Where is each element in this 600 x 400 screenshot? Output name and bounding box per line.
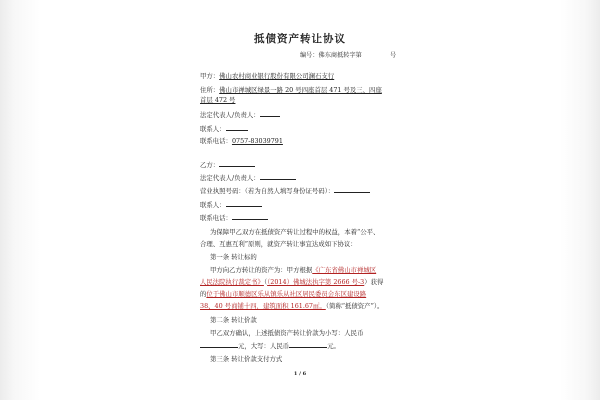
intro-line-2: 合理、互惠互利”原则，就资产转让事宜达成如下协议： xyxy=(200,240,357,248)
party-a-contact-label: 联系人： xyxy=(200,125,226,133)
party-b-contact-label: 联系人： xyxy=(200,201,226,209)
party-a-legal-rep-blank xyxy=(260,110,280,117)
party-a-address-line xyxy=(200,86,430,94)
party-a-phone-label: 联系电话： xyxy=(200,137,232,145)
party-b-license-line xyxy=(200,186,430,195)
article-1-text-c: ）获得 xyxy=(364,278,384,286)
party-a-address-line-2 xyxy=(200,96,430,104)
article-1-text-a: 甲方向乙方转让的资产为：甲方根据 xyxy=(210,266,313,274)
intro-line-1: 为保障甲乙双方在抵债资产转让过程中的权益，本着“公平、 xyxy=(210,228,380,236)
party-b-phone-line xyxy=(200,213,430,222)
party-a-address-1: 佛山市禅城区绿景一路 20 号四座首层 471 号及三、四座 xyxy=(219,86,382,94)
party-b-license-blank xyxy=(334,186,370,193)
party-b-legal-rep-blank xyxy=(260,173,296,180)
article-2-text-b: 元。 xyxy=(327,342,340,350)
article-3-heading: 第三条 转让价款支付方式 xyxy=(210,355,283,363)
article-1-text-de: 的 xyxy=(200,290,207,298)
party-a-legal-rep-line xyxy=(200,110,430,119)
party-a-legal-rep-label: 法定代表人/负责人： xyxy=(200,111,260,119)
party-b-label: 乙方： xyxy=(200,161,220,169)
party-a-name: 佛山农村商业银行股份有限公司澜石支行 xyxy=(219,72,335,80)
party-a-address-2: 首层 472 号 xyxy=(200,96,236,104)
article-1-court-doc-2: 人民法院执行裁定书》 xyxy=(200,278,264,286)
article-1-line-3 xyxy=(200,290,430,298)
party-a-phone: 0757-83039791 xyxy=(231,137,283,145)
party-a-name-line xyxy=(200,72,430,80)
article-2-heading: 第二条 转让价款 xyxy=(210,316,257,324)
price-upper-blank xyxy=(289,341,327,348)
party-b-contact-blank xyxy=(226,200,262,207)
article-1-area: 38、40 号商铺十四，建筑面积 161.67㎡。 xyxy=(200,302,326,310)
party-b-contact-line xyxy=(200,200,430,209)
agreement-number-suffix: 号 xyxy=(390,52,397,59)
party-a-phone-line xyxy=(200,137,430,145)
article-1-line-1 xyxy=(210,266,440,274)
article-1-abbrev: （简称“抵债资产”）。 xyxy=(325,302,384,310)
article-2-text-a: 元，大写：人民币 xyxy=(238,342,290,350)
party-a-contact-blank xyxy=(226,124,248,131)
article-1-line-4 xyxy=(200,302,430,310)
article-2-line-1: 甲乙双方确认，上述抵债资产转让价款为小写：人民币 xyxy=(210,329,364,337)
party-b-license-label: 营业执照号码：（若为自然人填写身份证号码）： xyxy=(200,187,335,195)
party-b-name-line xyxy=(200,160,430,169)
party-a-contact-line xyxy=(200,124,430,133)
article-1-court-doc: 《广东省佛山市禅城区 xyxy=(312,266,377,274)
agreement-number xyxy=(300,52,460,60)
agreement-number-label: 编号：佛东商抵转字第 xyxy=(300,52,362,59)
party-b-legal-rep-label: 法定代表人/负责人： xyxy=(200,174,260,182)
party-a-label: 甲方： xyxy=(200,72,220,80)
party-b-phone-label: 联系电话： xyxy=(200,214,232,222)
party-b-legal-rep-line xyxy=(200,173,430,182)
article-2-line-2 xyxy=(200,341,430,350)
party-a-address-label: 住所： xyxy=(200,86,220,94)
party-b-name-blank xyxy=(219,160,255,167)
article-1-location: 位于佛山市顺德区乐从镇乐从社区居民委员会东区建设路 xyxy=(206,290,367,298)
price-lower-blank xyxy=(200,341,238,348)
document-title: 抵债资产转让协议 xyxy=(254,33,346,45)
article-1-heading: 第一条 转让标的 xyxy=(210,253,257,261)
article-1-case-number: （2014）佛城法执字第 2666 号-3 xyxy=(267,278,365,286)
article-1-line-2 xyxy=(200,278,430,286)
page-number: 1 / 6 xyxy=(293,371,307,377)
article-1-paren-open: （ xyxy=(263,278,268,286)
party-b-phone-blank xyxy=(232,213,268,220)
